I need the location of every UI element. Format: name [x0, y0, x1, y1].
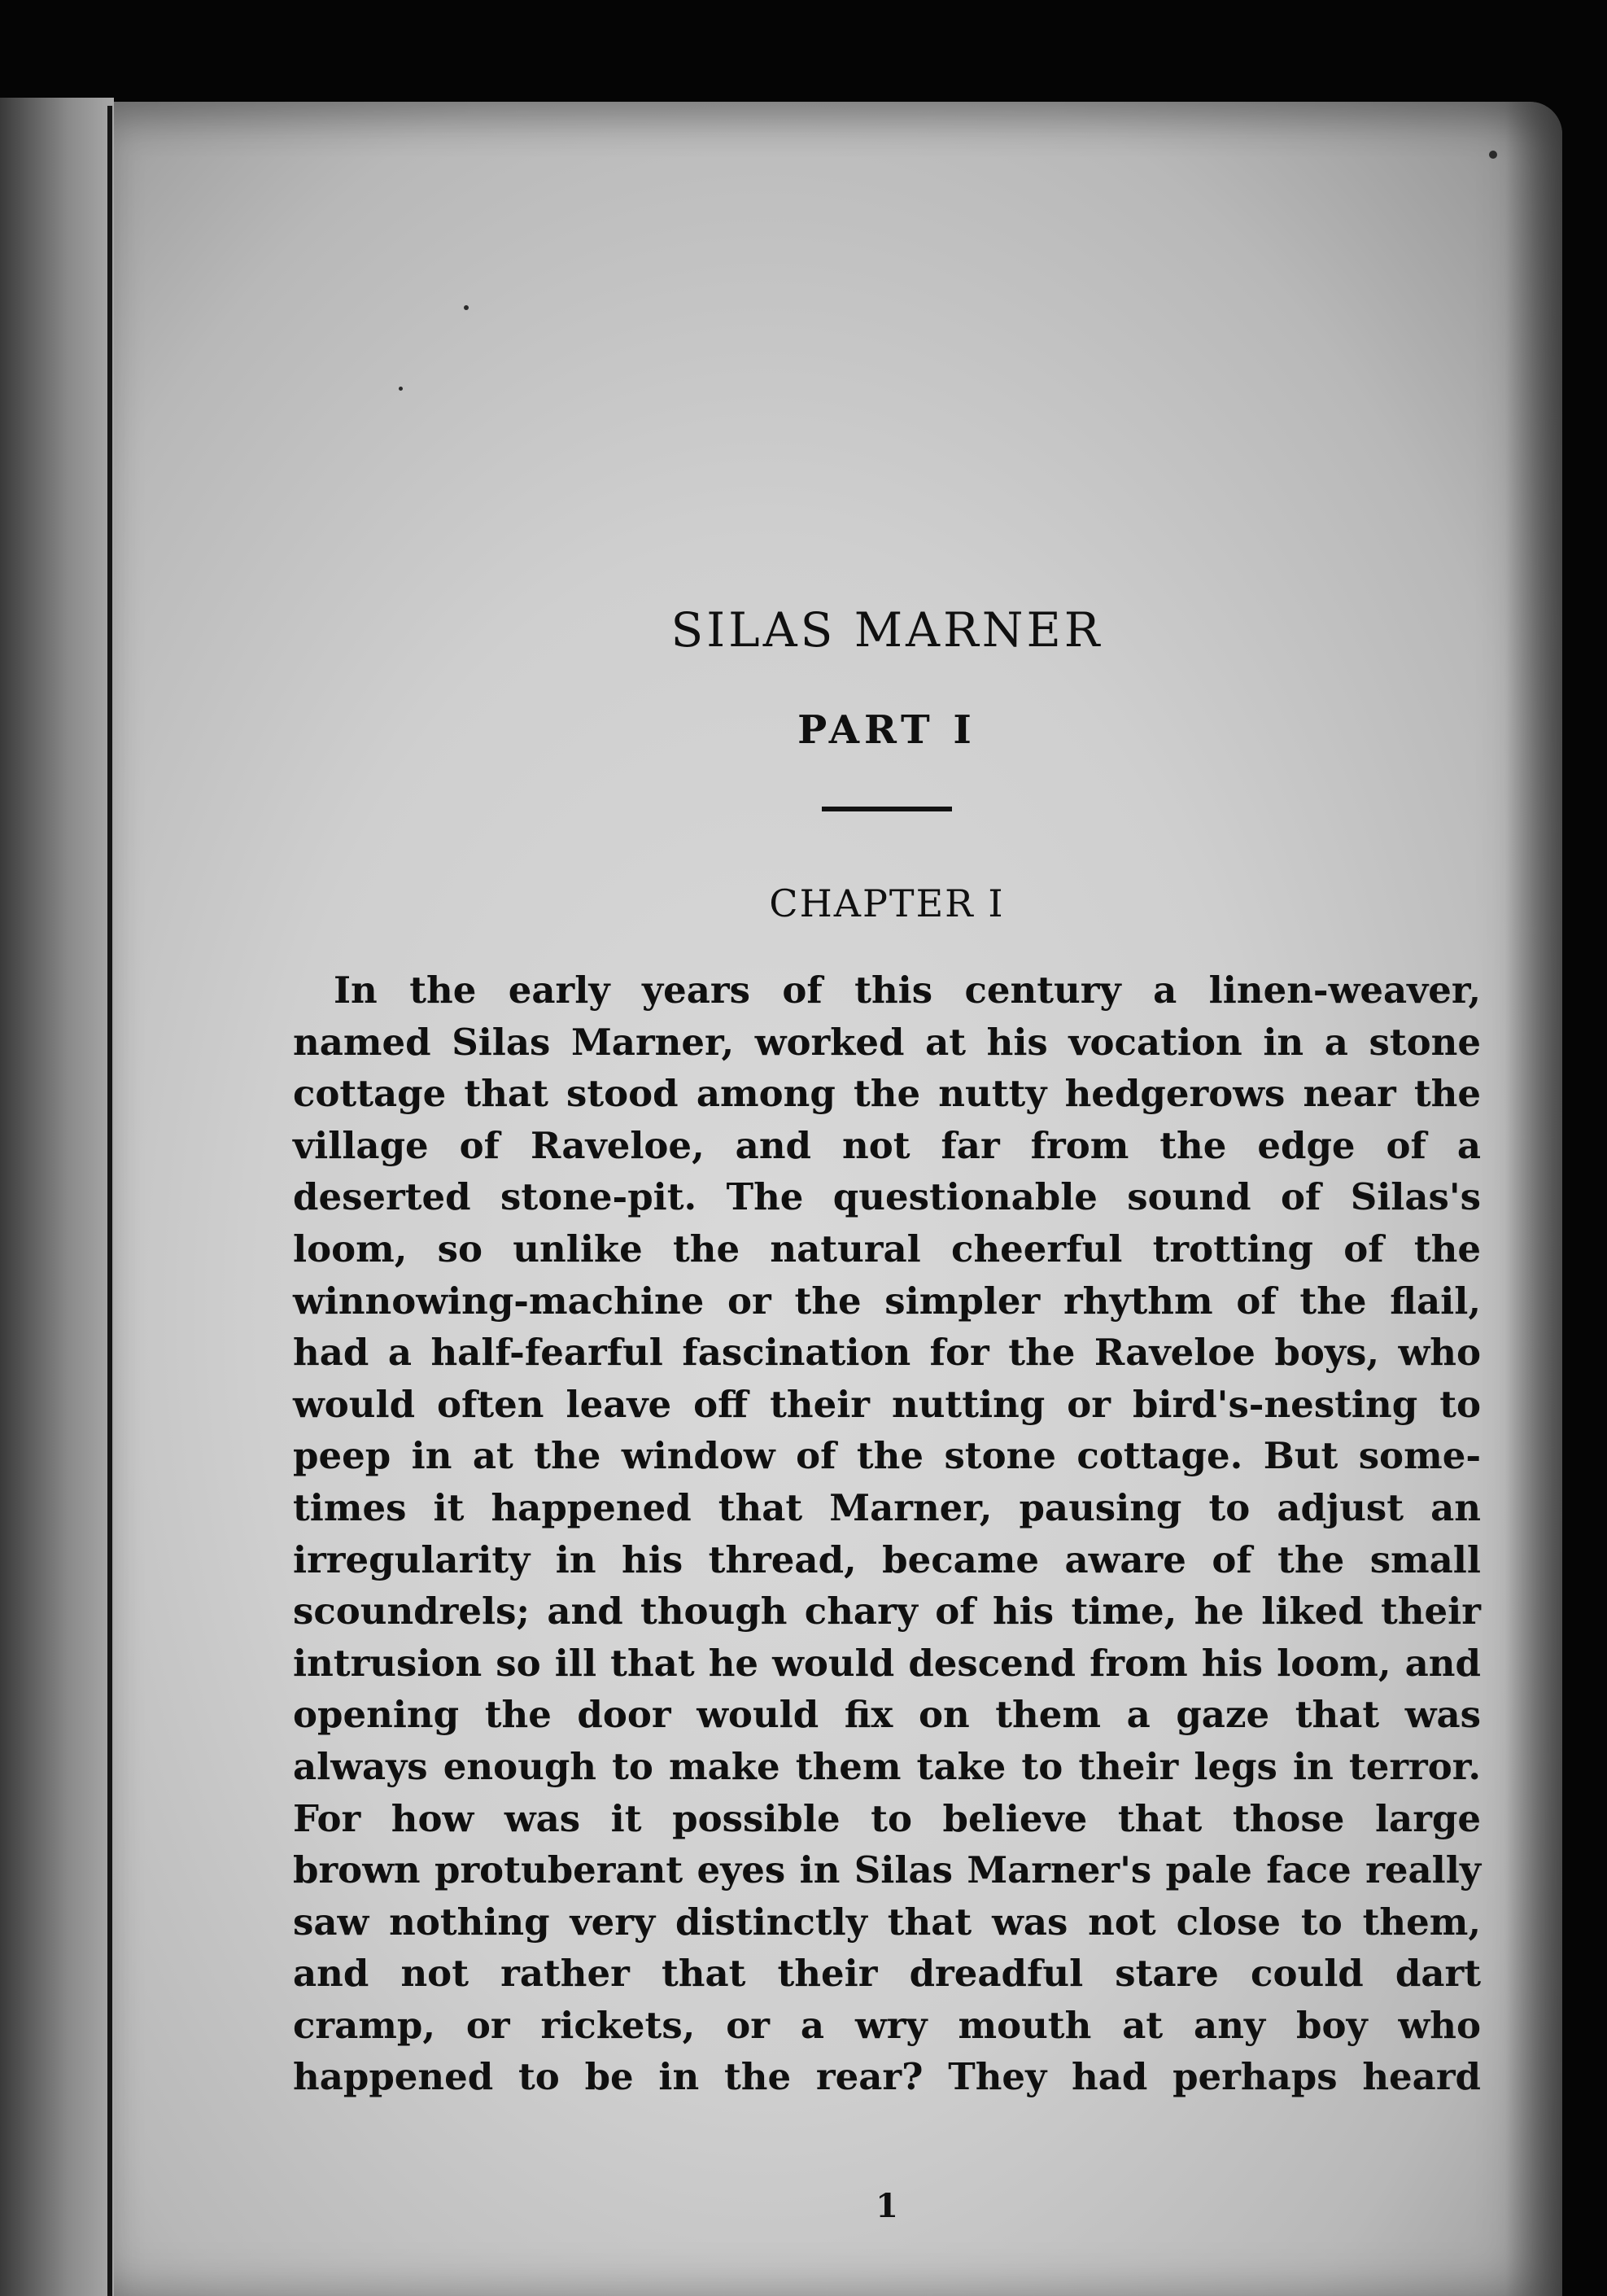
text-line: would often leave off their nutting or bird's-nesting to — [293, 1382, 1481, 1426]
text-line: saw nothing very distinctly that was not close to them, — [293, 1900, 1481, 1944]
text-line: irregularity in his thread, became aware of the small — [293, 1537, 1481, 1581]
text-line: cramp, or rickets, or a wry mouth at any boy who — [293, 2003, 1481, 2047]
text-line: winnowing-machine or the simpler rhythm of the flail, — [293, 1279, 1481, 1323]
chapter-text — [293, 964, 1481, 2103]
text-line: named Silas Marner, worked at his vocation in a stone — [293, 1020, 1481, 1064]
chapter-title: CHAPTER I — [769, 881, 1005, 925]
page-number: 1 — [876, 2187, 898, 2225]
text-line: deserted stone-pit. The questionable sound of Silas's — [293, 1175, 1481, 1219]
book-title: SILAS MARNER — [670, 602, 1103, 658]
text-line: times it happened that Marner, pausing to adjust an — [293, 1485, 1481, 1529]
text-line: opening the door would fix on them a gaze that was — [293, 1693, 1481, 1737]
text-line: loom, so unlike the natural cheerful trotting of the — [293, 1227, 1481, 1270]
title-divider — [822, 807, 952, 811]
text-line: For how was it possible to believe that those large — [293, 1796, 1481, 1840]
scan-speck — [464, 305, 469, 310]
page-content — [293, 602, 1481, 2225]
text-line: In the early years of this century a linen-weaver, — [334, 969, 1481, 1012]
text-line: had a half-fearful fascination for the Raveloe boys, who — [293, 1331, 1481, 1375]
book-page — [114, 102, 1562, 2296]
text-line: always enough to make them take to their legs in terror. — [293, 1744, 1481, 1788]
text-line: scoundrels; and though chary of his time, he liked their — [293, 1590, 1481, 1633]
text-line: happened to be in the rear? They had perhaps heard — [293, 2055, 1481, 2099]
page-shadow-edge — [1505, 102, 1562, 2296]
text-line: peep in at the window of the stone cottage. But some- — [293, 1434, 1481, 1478]
text-line: intrusion so ill that he would descend from his loom, and — [293, 1641, 1481, 1685]
text-line: brown protuberant eyes in Silas Marner's pale face really — [293, 1848, 1481, 1892]
scan-speck — [1489, 151, 1497, 159]
text-line: cottage that stood among the nutty hedgerows near the — [293, 1072, 1481, 1116]
text-line: and not rather that their dreadful stare could dart — [293, 1952, 1481, 1996]
previous-page-edge — [0, 98, 114, 2296]
book-gutter — [107, 106, 112, 2296]
text-line: village of Raveloe, and not far from the edge of a — [293, 1123, 1481, 1167]
part-title: PART I — [797, 707, 976, 753]
scan-speck — [399, 387, 403, 391]
